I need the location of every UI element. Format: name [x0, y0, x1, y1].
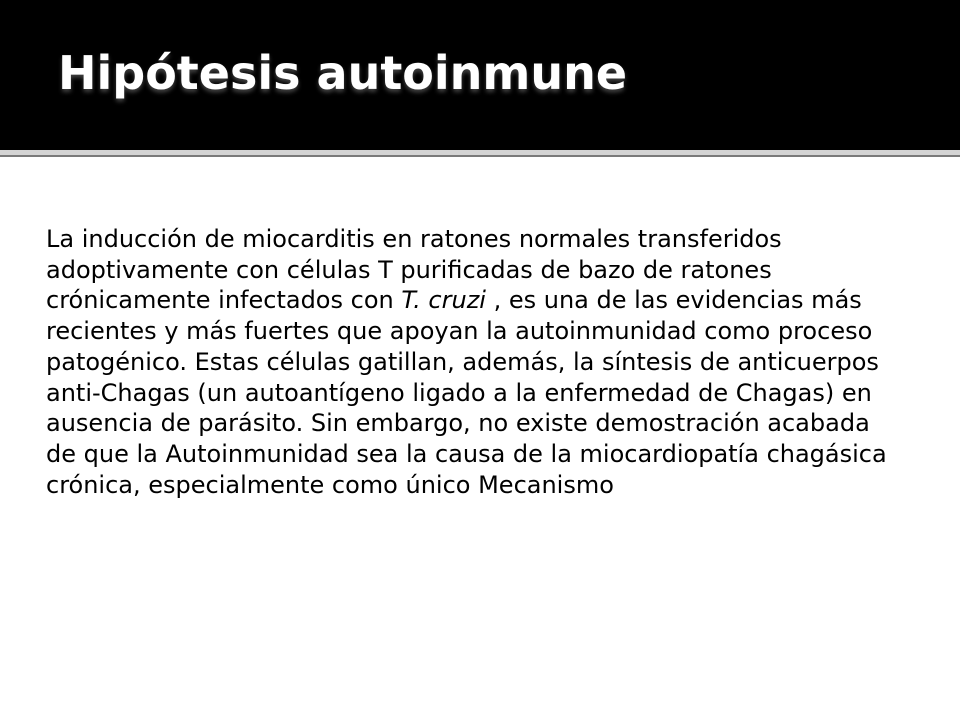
body-text-part-2: , es una de las evidencias más recientes y más fuertes que apoyan la autoinmunidad como proceso patogénico. Estas células gatillan, además, la síntesis de anticuerpos anti-Chagas (un autoantígeno ligado a la enfermedad de Chagas) en ausencia de parásito. Sin embargo, no existe demostración acabada de que la Autoinmunidad sea la causa de la miocardiopatía chagásica crónica, especialmente como único Mecanismo [46, 286, 887, 499]
content-area [0, 157, 960, 720]
slide-title: Hipótesis autoinmune [58, 46, 628, 100]
body-paragraph [46, 224, 906, 500]
body-text-part-1: La inducción de miocarditis en ratones normales transferidos adoptivamente con células T purificadas de bazo de ratones crónicamente infectados con [46, 225, 782, 315]
title-bar [0, 0, 960, 150]
body-text-italic-species: T. cruzi [401, 286, 486, 315]
